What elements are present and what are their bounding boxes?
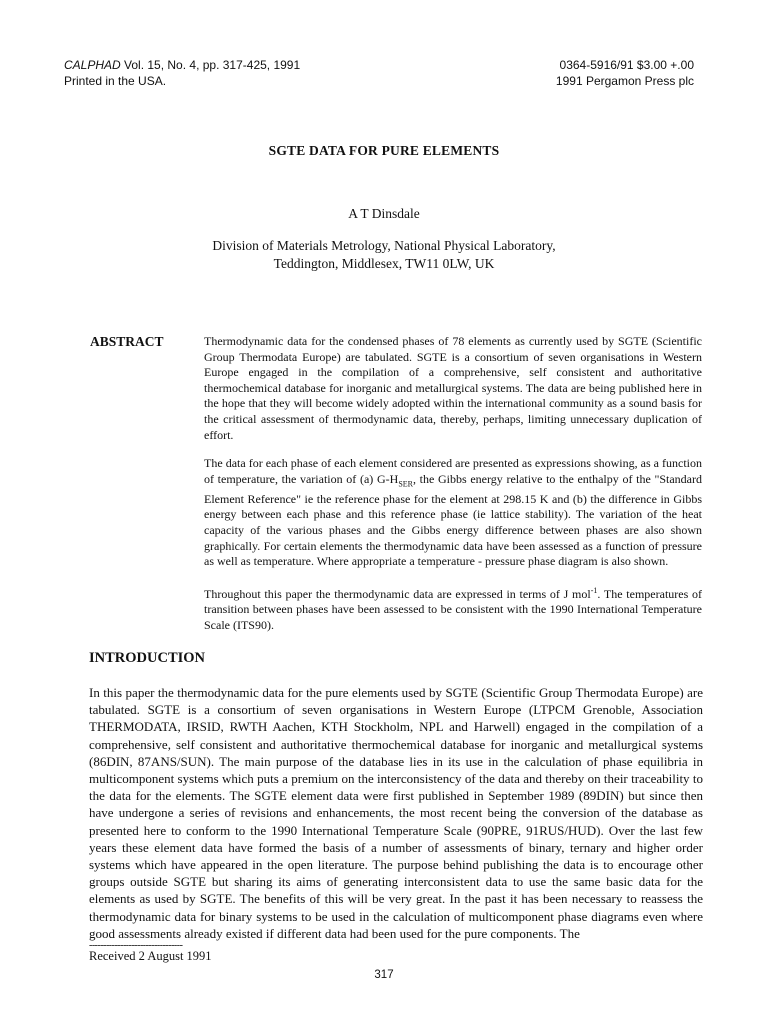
- abstract-p3-text: Throughout this paper the thermodynamic data are expressed in terms of J mol: [204, 586, 591, 601]
- journal-name: CALPHAD: [64, 58, 121, 72]
- abstract-paragraph-1: Thermodynamic data for the condensed phases of 78 elements as currently used by SGTE (Scientific Group Thermodata Europe) are tabulated. SGTE is a consortium of seven organisations in Western Europe engaged in the compilation of a comprehensive, self consistent and authoritative thermochemical database for inorganic and metallurgical systems. The data are being published here in the hope that they will become widely adopted within the international community as a sound basis for the critical assessment of thermodynamic data, thereby, perhaps, limiting unnecessary duplication of effort.: [204, 334, 702, 442]
- abstract-label: ABSTRACT: [90, 334, 164, 349]
- introduction-paragraph: In this paper the thermodynamic data for the pure elements used by SGTE (Scientific Group Thermodata Europe) are tabulated. SGTE is a consortium of seven organisations in Western Europe (LTPCM Grenoble, Association THERMODATA, IRSID, RWTH Aachen, KTH Stockholm, NPL and Harwell) engaged in the compilation of a comprehensive, self consistent and authoritative thermochemical database for inorganic and metallurgical systems (86DIN, 87ANS/SUN). The main purpose of the database lies in its use in the calculation of phase equilibria in multicomponent systems which puts a premium on the interconsistency of the data and thereby on their traceability to the data for the elements. The SGTE element data were first published in September 1989 (89DIN) but since then have undergone a series of revisions and enhancements, the most recent being the conversion of the database as presented here to conform to the 1990 International Temperature Scale (90PRE, 91RUS/HUD). Over the last few years these element data have formed the basis of a number of assessments of binary, ternary and higher order systems which have appeared in the open literature. The purpose behind publishing the data is to encourage other groups outside SGTE but sharing its aims of generating interconsistent data to use the same basic data for the elements as used by SGTE. The benefits of this will be very great. In the past it has been necessary to reassess the thermodynamic data for binary systems to be used in the calculation of multicomponent phase diagrams even where good assessments already existed if different data had been used for the pure components. The: [89, 685, 703, 941]
- publisher-info: [556, 57, 694, 89]
- abstract-paragraph-2: [204, 456, 702, 570]
- affiliation-line-1: Division of Materials Metrology, National Physical Laboratory,: [212, 238, 556, 253]
- affiliation-line-2: Teddington, Middlesex, TW11 0LW, UK: [273, 256, 495, 271]
- footnote-rule: ---------------------------------: [89, 940, 183, 951]
- introduction-heading: INTRODUCTION: [89, 650, 206, 666]
- unit-superscript: -1: [590, 585, 598, 595]
- received-date: Received 2 August 1991: [89, 949, 212, 963]
- author-name: A T Dinsdale: [348, 206, 420, 221]
- copyright-line: 1991 Pergamon Press plc: [555, 74, 694, 88]
- author-affiliation: [0, 237, 768, 273]
- issn-price: 0364-5916/91 $3.00 +.00: [559, 58, 694, 72]
- abstract-p3-text-cont: . The temperatures of transition between phases have been assessed to be consistent with the 1990 International Temperature Scale (ITS90).: [204, 586, 702, 632]
- abstract-p2-text-cont: , the Gibbs energy relative to the enthalpy of the "Standard Element Reference" ie the reference phase for the element at 298.15 K and (b) the difference in Gibbs energy between each phase and this reference phase (ie lattice stability). The variation of the heat capacity of the various phases and the Gibbs energy difference between phases are also shown graphically. For certain elements the thermodynamic data have been assessed as a function of pressure as well as temperature. Where appropriate a temperature - pressure phase diagram is also shown.: [204, 471, 703, 569]
- printed-location: Printed in the USA.: [64, 74, 167, 88]
- abstract-body: [204, 334, 702, 646]
- abstract-p2-text: The data for each phase of each element considered are presented as expressions showing, as a function of temperature, the variation of (a) G-H: [204, 456, 702, 486]
- abstract-paragraph-3: [204, 583, 702, 634]
- journal-citation: [64, 57, 300, 89]
- paper-title: SGTE DATA FOR PURE ELEMENTS: [268, 143, 500, 158]
- ser-subscript: SER: [398, 479, 413, 489]
- introduction-body: [89, 684, 703, 942]
- page-number: 317: [374, 969, 394, 981]
- volume-info: Vol. 15, No. 4, pp. 317-425, 1991: [120, 58, 301, 72]
